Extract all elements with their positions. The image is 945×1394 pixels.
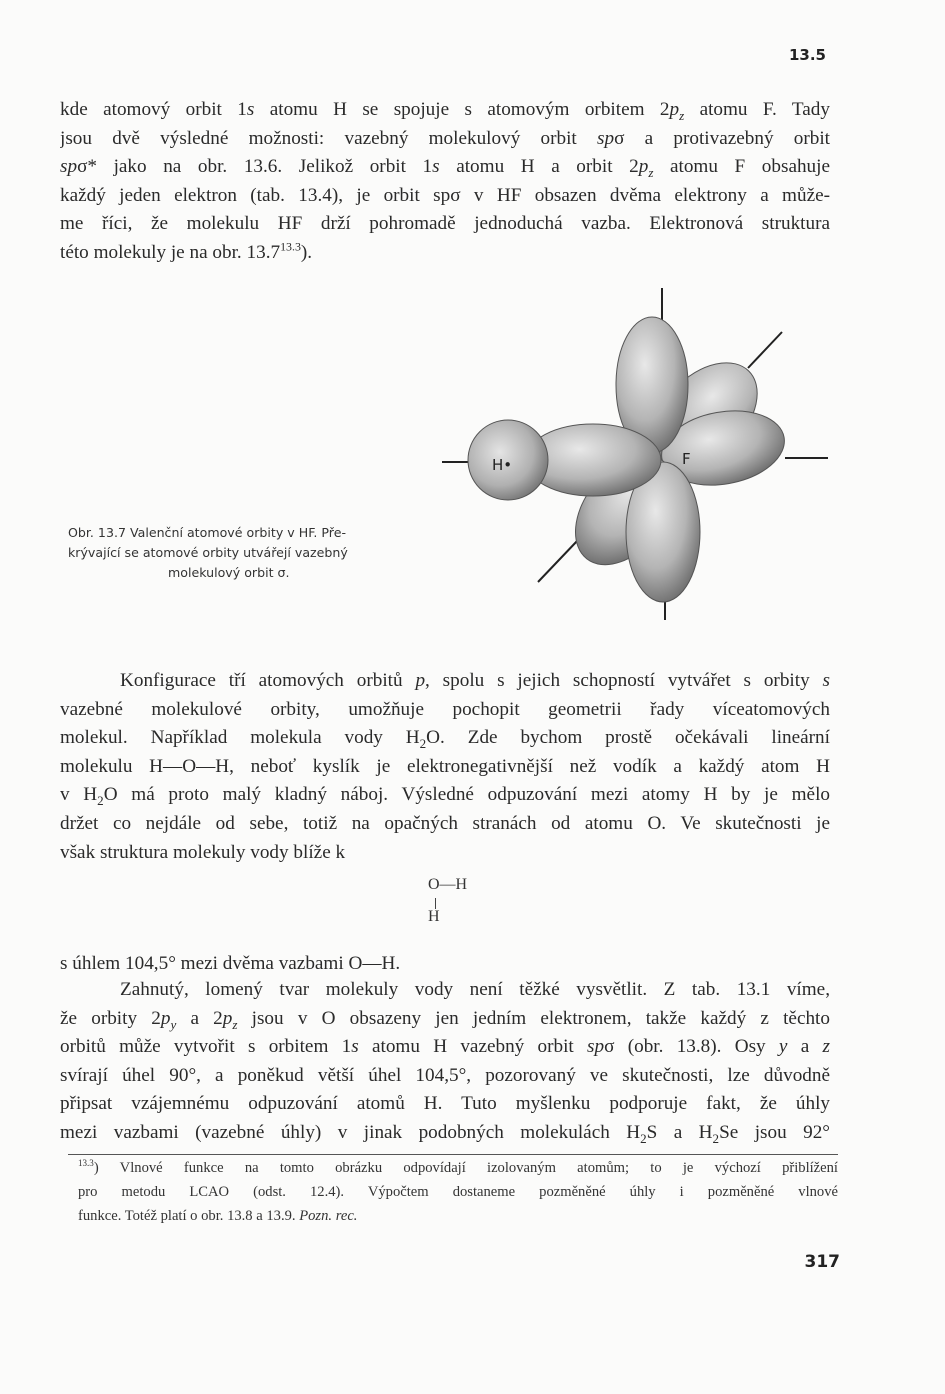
axis-line	[538, 540, 578, 582]
formula-top: O—H	[428, 876, 468, 893]
text-line: každý jeden elektron (tab. 13.4), je orbit spσ v HF obsazen dvěma elektrony a může-	[60, 184, 830, 206]
text-line: Konfigurace tří atomových orbitů p, spolu s jejich schopností vytvářet s orbity s	[120, 670, 830, 691]
hf-orbital-figure	[430, 280, 840, 625]
section-number: 13.5	[788, 46, 826, 64]
text-line: kde atomový orbit 1s atomu H se spojuje s atomovým orbitem $2p_z$ atomu F. Tady	[60, 99, 830, 123]
page-number: 317	[804, 1252, 840, 1272]
footnote-line: funkce. Totéž platí o obr. 13.8 a 13.9. Pozn. rec.	[78, 1208, 358, 1224]
axis-line	[748, 332, 782, 368]
h-atom-label: H•	[492, 456, 513, 474]
text-line: držet co nejdále od sebe, totiž na opačných stranách od atomu O. Ve skutečnosti je	[60, 812, 830, 834]
footnote-line: pro metodu LCAO (odst. 12.4). Výpočtem dostaneme pozměněné úhly i pozměněné vlnové	[78, 1184, 838, 1200]
caption-line: krývající se atomové orbity utvářejí vazebný	[68, 545, 348, 560]
figure-caption	[68, 523, 428, 583]
text-line: molekul. Například molekula vody $H_2O$. Zde bychom prostě očekávali lineární	[60, 727, 830, 752]
formula-bottom: H	[428, 908, 440, 925]
footnote-line	[78, 1156, 838, 1180]
caption-line: Obr. 13.7 Valenční atomové orbity v HF. Pře-	[68, 525, 346, 540]
text-line: vazebné molekulové orbity, umožňuje pochopit geometrii řady víceatomových	[60, 698, 830, 720]
footnote	[78, 1156, 838, 1228]
paragraph-1	[60, 96, 830, 268]
text-line: orbitů může vytvořit s orbitem 1s atomu H vazebný orbit spσ (obr. 13.8). Osy y a z	[60, 1036, 830, 1058]
caption-line: molekulový orbit σ.	[168, 565, 290, 580]
text-fragment: ) Vlnové funkce na tomto obrázku odpovídají izolovaným atomům; to je výchozí přiblížení	[93, 1160, 838, 1176]
footnote-divider	[68, 1154, 838, 1155]
text-line: mezi vazbami (vazebné úhly) v jinak podobných molekulách $H_2S$ a $H_2Se$ jsou 92°	[60, 1121, 830, 1146]
text-line: připsat vzájemnému odpuzování atomů H. Tuto myšlenku podporuje fakt, že úhly	[60, 1093, 830, 1115]
text-line	[60, 239, 830, 268]
text-line: spσ* jako na obr. 13.6. Jelikož orbit 1s atomu H a orbit $2p_z$ atomu F obsahuje	[60, 156, 830, 181]
paragraph-3	[60, 950, 830, 979]
footnote-ref: 13.3	[280, 239, 301, 254]
footnote-mark: 13.3	[78, 1158, 94, 1169]
text-line: svírají úhel 90°, a poněkud větší úhel 104,5°, pozorovaný ve skutečnosti, lze důvodně	[60, 1064, 830, 1086]
text-line: však struktura molekuly vody blíže k	[60, 841, 346, 863]
text-line: molekulu H—O—H, neboť kyslík je elektronegativnější než vodík a každý atom H	[60, 755, 830, 777]
text-line: Zahnutý, lomený tvar molekuly vody není těžké vysvětlit. Z tab. 13.1 víme,	[120, 979, 830, 1000]
paragraph-2	[60, 667, 830, 867]
water-structure-formula	[424, 872, 514, 932]
text-line: v $H_2O$ má proto malý kladný náboj. Výsledné odpuzování mezi atomy H by je mělo	[60, 784, 830, 809]
text-line: že orbity $2p_y$ a $2p_z$ jsou v O obsazeny jen jedním elektronem, takže každý z těchto	[60, 1007, 830, 1032]
paragraph-4	[60, 976, 830, 1148]
text-fragment: této molekuly je na obr. 13.7	[60, 241, 281, 263]
text-line: s úhlem 104,5° mezi dvěma vazbami O—H.	[60, 953, 401, 974]
f-atom-label: F	[682, 450, 691, 468]
text-line: jsou dvě výsledné možnosti: vazebný molekulový orbit spσ a protivazebný orbit	[60, 127, 830, 149]
text-fragment: ).	[300, 241, 313, 263]
text-line: me říci, že molekulu HF drží pohromadě jednoduchá vazba. Elektronová struktura	[60, 213, 830, 235]
